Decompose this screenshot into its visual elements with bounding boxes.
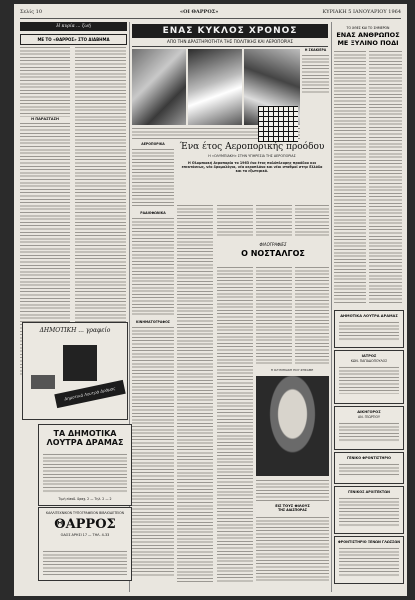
section-heading: ΚΙΝΗΜΑΤΟΓΡΑΦΟΣ [136,320,170,324]
ad-title: ΙΑΤΡΟΣ [361,354,377,358]
right-headline: ΕΝΑΣ ΑΝΘΡΩΠΟΣ ΜΕ ΞΥΛΙΝΟ ΠΟΔΙ [336,31,400,47]
ad-title: ΓΕΝΙΚΟ ΦΡΟΝΤΙΣΤΗΡΙΟ [346,456,392,460]
ad-title: ΓΕΝΙΚΟΣ ΑΡΧΙΤΕΚΤΩΝ [348,490,390,494]
ad-loutra [38,424,132,506]
article-text [256,266,292,366]
left-strip: Η κυρία ... ζωή [20,22,127,31]
ad-address: ΟΔΟΣ ΑΡΗΣΙ 17 — ΤΗΛ. 4-33 [60,533,110,537]
article-text [334,50,366,305]
ad-text [339,463,399,477]
masthead: «ΟΙ ΘΑΡΡΟΣ» [180,9,219,15]
article-text [295,204,329,238]
issue-date: ΚΥΡΙΑΚΗ 5 ΙΑΝΟΥΑΡΙΟΥ 1964 [322,9,401,15]
ad-right-3 [334,406,404,450]
crossword-title: Η ΣΚΑΚΙΕΡΑ [304,48,327,52]
column-rule [331,22,332,592]
listing-column [132,142,174,582]
main-lead: Η Ολυμπιακή Αεροπορία το 1963 ένα έτος πολύπλευρης προόδου και επεκτάσεως, νέα δρομολόγια, νέα αεροπλάνα και νέοι σταθμοί στην Ελλάδα και το εξωτερικό. [181,161,323,173]
ad-text [339,321,399,341]
portrait-photo [256,376,329,476]
article-text [256,516,329,582]
photo-airplane-2 [188,49,242,125]
banner-subtitle: ΑΠΟ ΤΗΝ ΔΡΑΣΤΗΡΙΟΤΗΤΑ ΤΗΣ ΠΟΛΙΤΙΚΗΣ ΚΑΙ ΑΕΡΟΠΟΡΙΑΣ [132,39,328,47]
obit-title: ΕΙΣ ΤΟΥΣ ΦΙΛΟΥΣ [275,504,310,508]
main-article-head [177,142,327,173]
left-column [20,22,127,121]
article-text [177,204,213,584]
article-text [295,266,329,366]
ad-text [339,366,399,394]
page-header [20,8,401,19]
ad-title: ΤΑ ΔΗΜΟΤΙΚΑ ΛΟΥΤΡΑ ΔΡΑΜΑΣ [46,429,124,447]
article-text [256,204,292,238]
article-text [217,204,253,238]
page-number: Σελίς 10 [20,9,43,15]
ad-dimotiki [22,322,128,420]
ad-right-5 [334,486,404,534]
ad-name: ΚΩΝ. ΠΑΠΑΔΟΠΟΥΛΟΣ [350,359,388,363]
right-feature-head [334,26,402,47]
obituary-heading [256,504,329,512]
ad-band: Δημοτικά Λουτρά Δράμας [54,380,125,408]
main-subheadline: Η «ΟΛΥΜΠΙΑΚΗ» ΣΤΗΝ ΥΠΗΡΕΣΙΑ ΤΗΣ ΑΕΡΟΠΟΡΙΑΣ [208,154,296,158]
ad-text [339,497,399,527]
ad-illustration [31,375,55,389]
listing-text [132,217,174,317]
ad-text [43,550,127,576]
crossword-text [302,54,329,94]
ad-text [339,547,399,577]
photo-caption-text [256,479,329,501]
ad-title: ΦΡΟΝΤΙΣΤΗΡΙΟ ΞΕΝΩΝ ΓΛΩΣΣΩΝ [337,540,401,544]
ad-top: ΚΑΛΛΙΤΕΧΝΙΚΟΝ ΤΥΠΟΓΡΑΦΕΙΟΝ ΒΙΒΛΙΟΔΕΤΕΙΟΝ [45,511,125,515]
ad-right-1 [334,310,404,348]
ad-text [339,422,399,442]
right-kicker: ΤΟ ΧΘΕΣ ΚΑΙ ΤΟ ΣΗΜΕΡΟΝ [346,26,390,30]
left-col-title: ΜΕ ΤΟ «ΘΑΡΡΟΣ» ΣΤΟ ΔΙΑΒΗΜΑ [20,34,127,45]
listing-text [132,148,174,208]
ad-tharros [38,507,132,581]
banner-title: ΕΝΑΣ ΚΥΚΛΟΣ ΧΡΟΝΟΣ [132,24,328,38]
section-heading: Η ΠΑΡΑΣΤΑΣΗ [20,117,70,121]
ad-title: ΔΙΚΗΓΟΡΟΣ [357,410,381,414]
story-title: Ο ΝΟΣΤΑΛΓΟΣ [241,249,305,258]
article-text [217,266,253,582]
section-heading: ΡΑΔΙΟΦΩΝΙΚΑ [140,211,166,215]
article-text [369,50,402,305]
ad-title: ΔΗΜΟΤΙΚΑ ΛΟΥΤΡΑ ΔΡΑΜΑΣ [340,314,398,318]
photo-airplane-1 [132,49,186,125]
story-kicker: ΦΙΛΟΓΡΑΦΙΕΣ [259,242,287,247]
ad-footer: Τιμή είσοδ. δραχ. 2 — Τηλ. 2 — 2 [58,497,112,501]
ad-right-2 [334,350,404,404]
ad-title: ΔΗΜΟΤΙΚΗ ... γραφείο [39,327,111,334]
ad-text [43,453,127,493]
ad-right-4 [334,452,404,484]
listing-text [132,326,174,576]
ad-right-6 [334,536,404,584]
story-heading [217,242,329,258]
ad-illustration [63,345,97,381]
ad-name: ΘΑΡΡΟΣ [54,517,116,532]
main-headline: Ένα έτος Αεροπορικής προόδου [179,142,325,152]
photo-caption: Η ΟΛΥΜΠΙΑΚΗ ΠΟΥ ΖΗΣΑΜΕ [270,368,314,372]
ad-name: ΑΝ. ΓΕΩΡΓΙΟΥ [358,415,380,419]
crossword-grid [258,106,298,142]
obit-subtitle: ΤΗΣ ΔΙΑΣΠΟΡΑΣ [278,508,307,512]
section-heading: ΑΕΡΟΠΟΡΙΚΑ [141,142,165,146]
newspaper-page [14,4,407,596]
